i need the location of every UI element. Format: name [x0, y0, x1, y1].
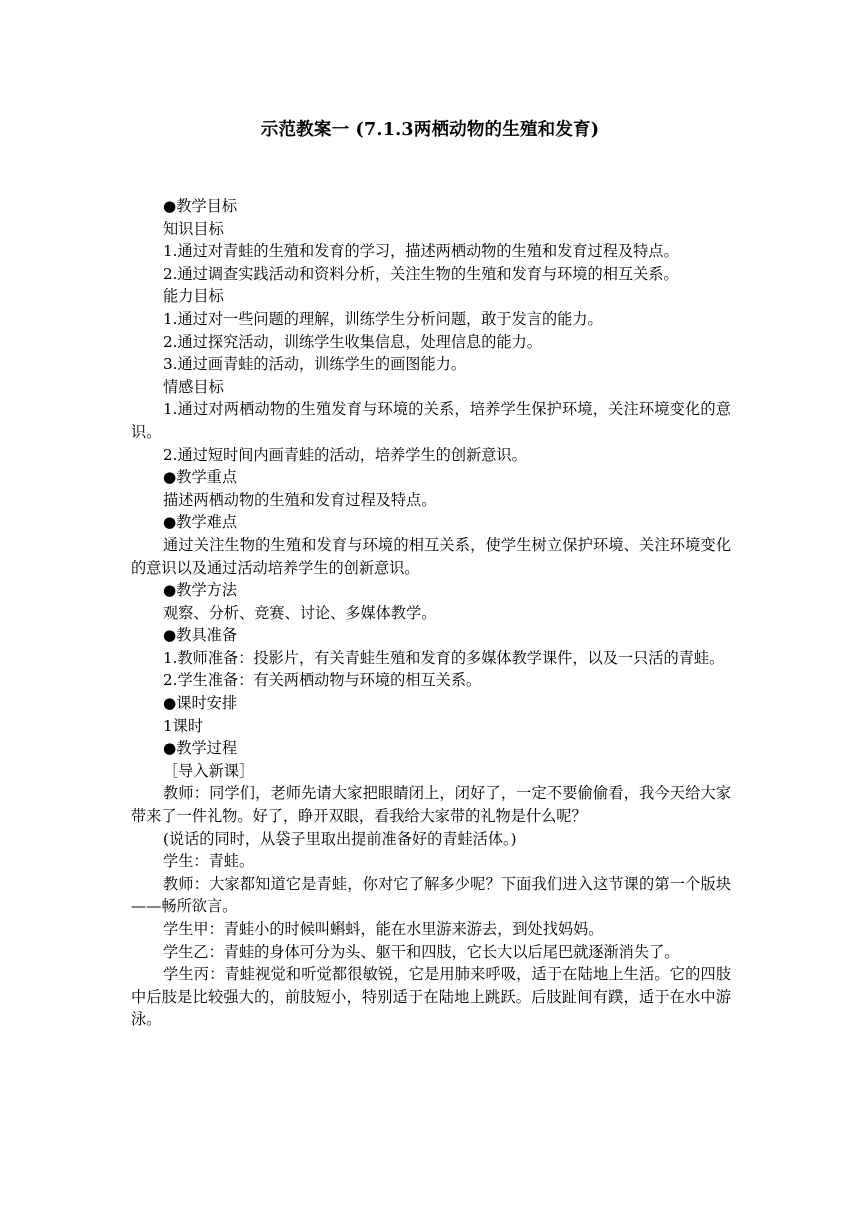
section-heading-schedule: ●课时安排 — [163, 694, 238, 713]
document-body — [131, 195, 731, 1031]
dialogue-line: 学生甲：青蛙小的时候叫蝌蚪，能在水里游来游去，到处找妈妈。 — [163, 920, 604, 938]
paragraph: 观察、分析、竞赛、讨论、多媒体教学。 — [163, 603, 437, 622]
paragraph: 3.通过画青蛙的活动，训练学生的画图能力。 — [163, 355, 467, 374]
subheading-emotion-goals: 情感目标 — [163, 377, 224, 396]
paragraph: 1.通过对两栖动物的生殖发育与环境的关系，培养学生保护环境，关注环境变化的意识。 — [131, 400, 731, 441]
paragraph: 1课时 — [163, 716, 204, 735]
dialogue-line: (说话的同时，从袋子里取出提前准备好的青蛙活体。) — [163, 829, 517, 848]
paragraph: 通过关注生物的生殖和发育与环境的相互关系，使学生树立保护环境、关注环境变化的意识以及通过活动培养学生的创新意识。 — [131, 535, 731, 577]
paragraph: 2.通过短时间内画青蛙的活动，培养学生的创新意识。 — [163, 445, 527, 464]
section-heading-methods: ●教学方法 — [163, 581, 238, 600]
section-heading-difficulties: ●教学难点 — [163, 513, 238, 532]
paragraph: 描述两栖动物的生殖和发育过程及特点。 — [163, 490, 437, 509]
dialogue-line: 学生乙：青蛙的身体可分为头、躯干和四肢，它长大以后尾巴就逐渐消失了。 — [163, 942, 680, 961]
subheading-introduction: ［导入新课］ — [163, 761, 255, 780]
dialogue-line: 学生：青蛙。 — [163, 852, 255, 871]
document-title: 示范教案一 (7.1.3两栖动物的生殖和发育) — [260, 120, 600, 140]
section-heading-teaching-goals: ●教学目标 — [163, 197, 238, 215]
paragraph: 2.学生准备：有关两栖动物与环境的相互关系。 — [163, 671, 482, 690]
dialogue-line: 教师：同学们，老师先请大家把眼睛闭上，闭好了，一定不要偷偷看，我今天给大家带来了一件礼物。好了，睁开双眼，看我给大家带的礼物是什么呢？ — [131, 784, 731, 826]
section-heading-materials: ●教具准备 — [163, 626, 238, 645]
paragraph: 1.通过对一些问题的理解，训练学生分析问题，敢于发言的能力。 — [163, 309, 603, 328]
dialogue-line: 教师：大家都知道它是青蛙，你对它了解多少呢？下面我们进入这节课的第一个版块——畅所欲言。 — [131, 874, 731, 916]
subheading-ability-goals: 能力目标 — [163, 287, 224, 306]
paragraph: 2.通过调查实践活动和资料分析，关注生物的生殖和发育与环境的相互关系。 — [163, 264, 679, 283]
paragraph: 1.教师准备：投影片，有关青蛙生殖和发育的多媒体教学课件，以及一只活的青蛙。 — [163, 648, 725, 667]
dialogue-line: 学生丙：青蛙视觉和听觉都很敏锐，它是用肺来呼吸，适于在陆地上生活。它的四肢中后肢是比较强大的，前肢短小，特别适于在陆地上跳跃。后肢趾间有蹼，适于在水中游泳。 — [131, 965, 731, 1029]
section-heading-key-points: ●教学重点 — [163, 468, 238, 487]
subheading-knowledge-goals: 知识目标 — [163, 219, 224, 238]
section-heading-process: ●教学过程 — [163, 739, 238, 758]
paragraph: 2.通过探究活动，训练学生收集信息，处理信息的能力。 — [163, 332, 542, 351]
paragraph: 1.通过对青蛙的生殖和发育的学习，描述两栖动物的生殖和发育过程及特点。 — [163, 242, 679, 261]
